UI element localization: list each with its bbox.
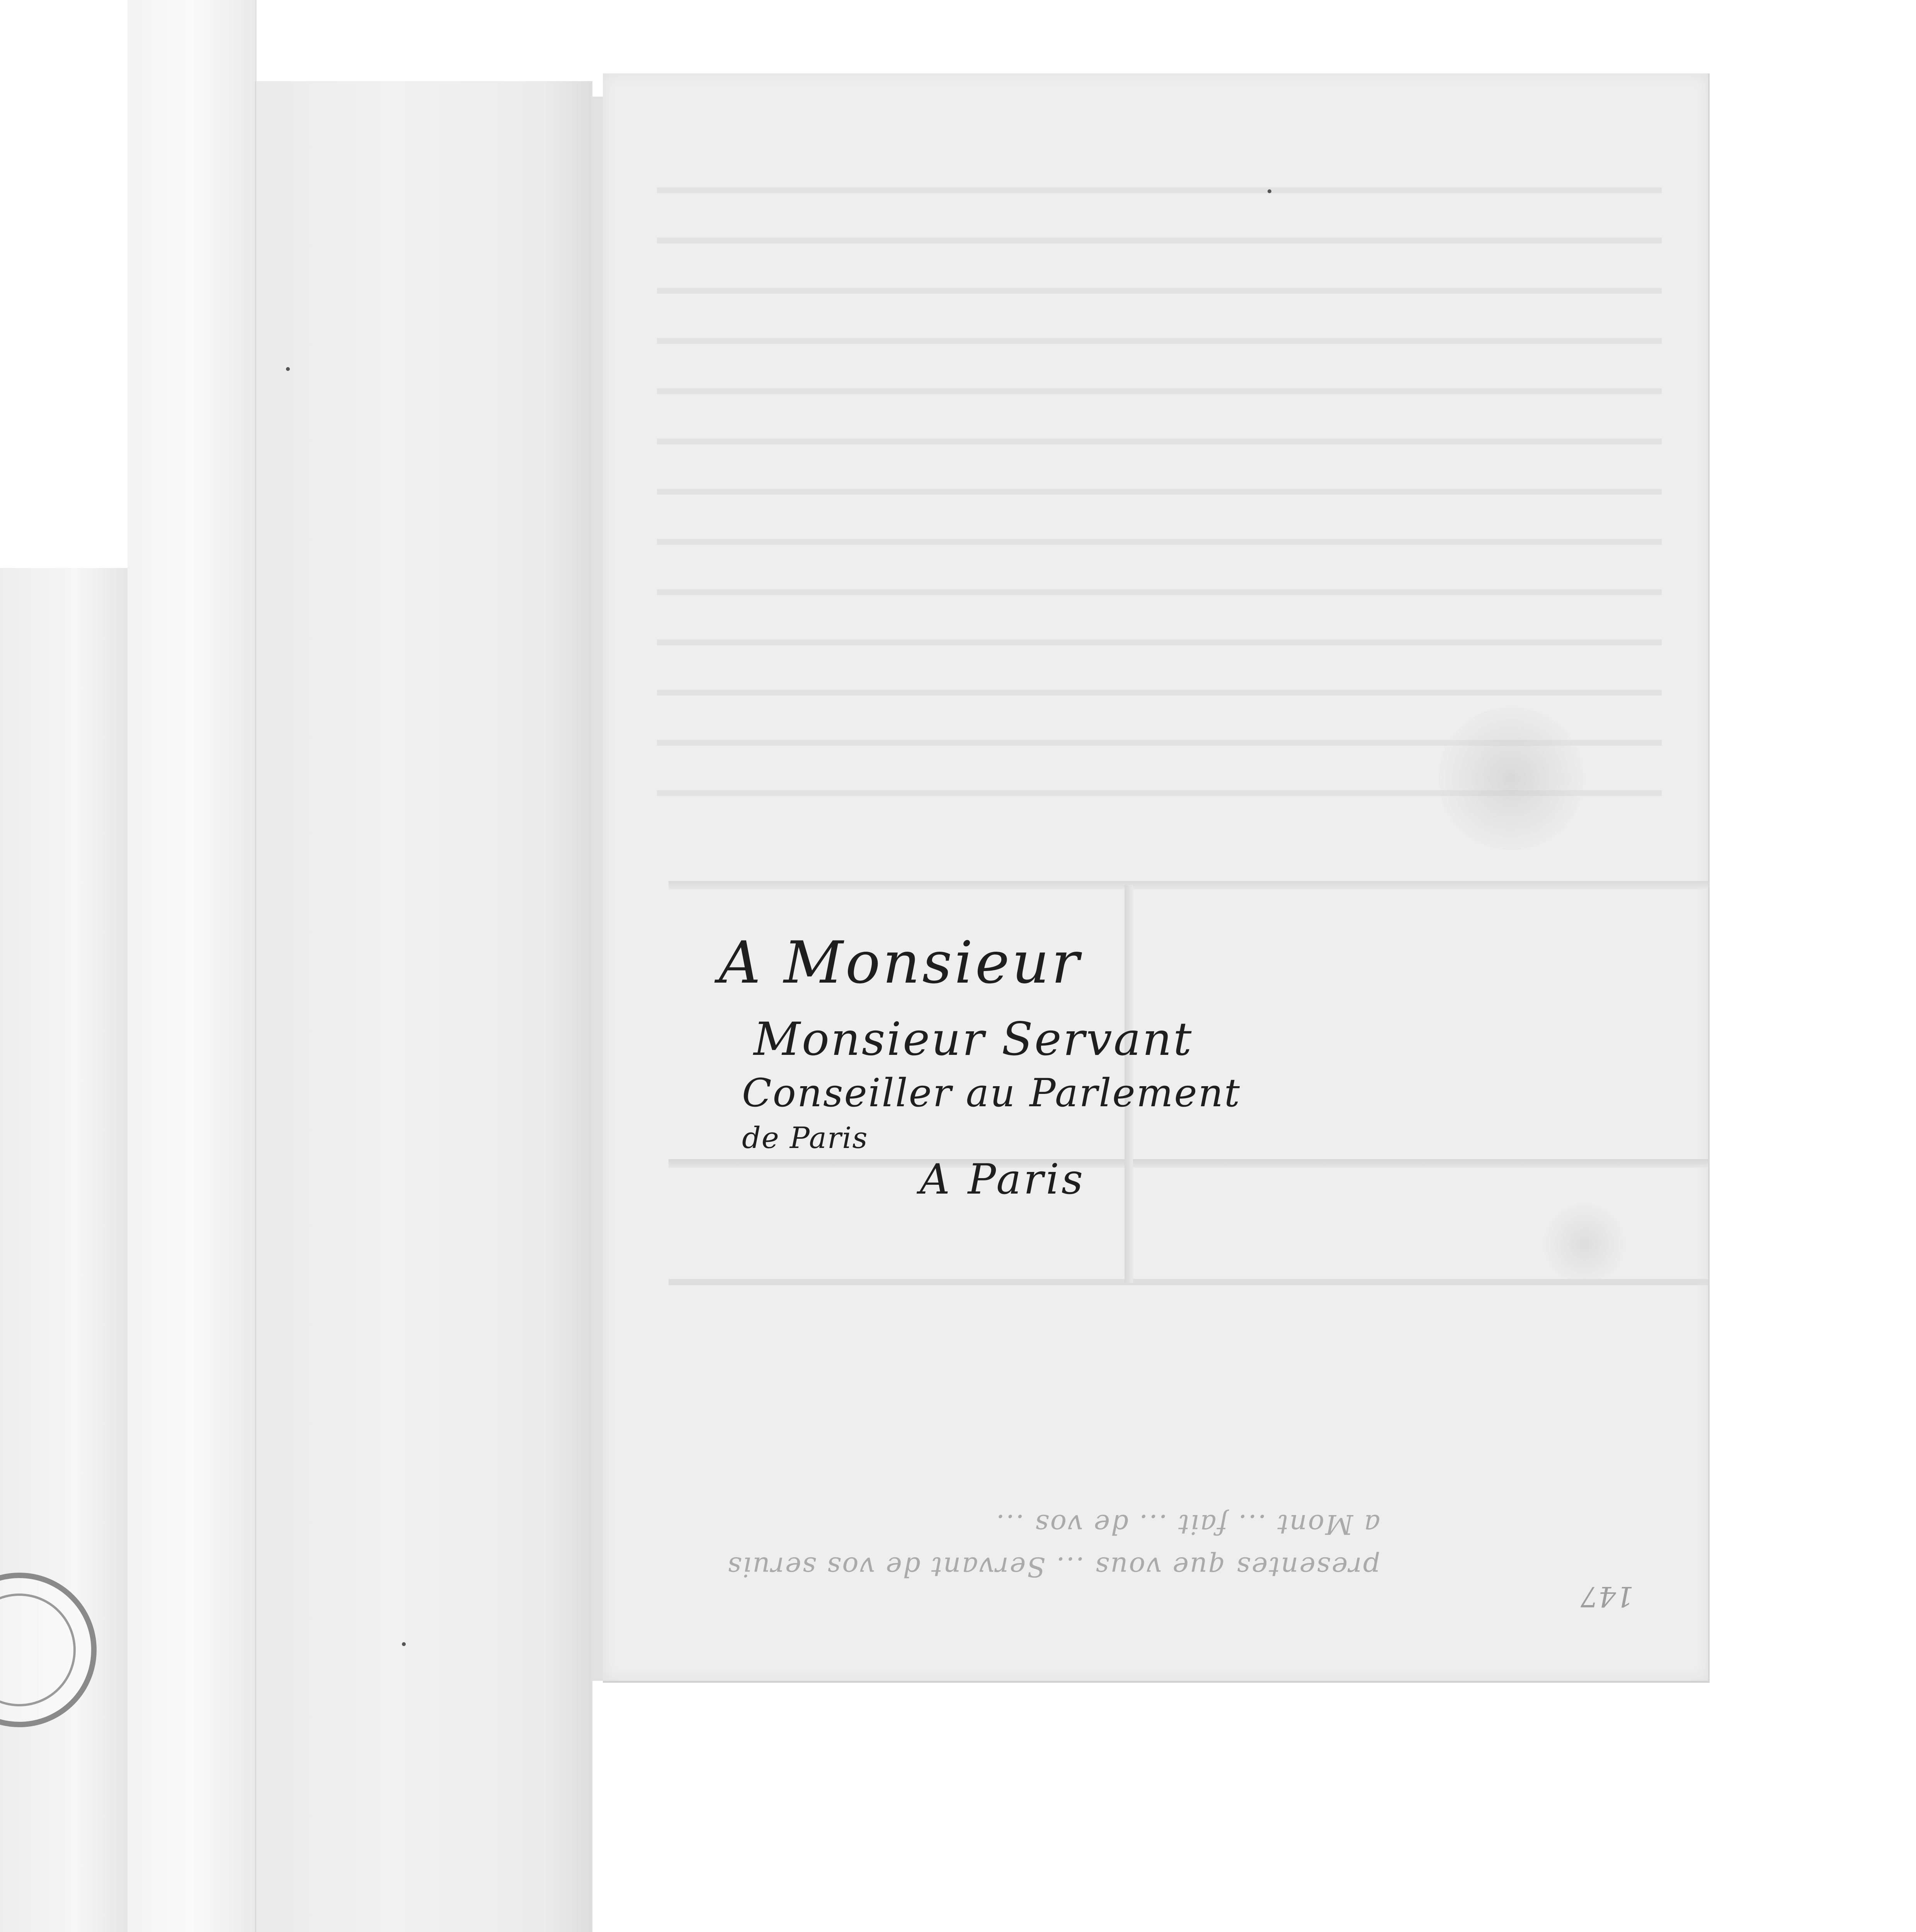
address-city: de Paris (742, 1121, 868, 1155)
library-stamp-ring (0, 1594, 76, 1706)
endorsement-line-2: a Mont ... fait ... de vos ... (995, 1509, 1380, 1540)
endorsement-line-1: presentes que vous ... Servant de vos seruis (727, 1551, 1380, 1583)
speck (286, 367, 290, 371)
binding-strip-middle (128, 0, 257, 1932)
folio-number: 147 (1581, 1580, 1634, 1613)
library-stamp (0, 1573, 97, 1727)
fold-line-lower (669, 1159, 1708, 1168)
binding-strip-left (0, 568, 130, 1932)
seal-trace (1438, 707, 1584, 850)
letter-leaf (603, 73, 1710, 1683)
guard-strip (255, 81, 592, 1932)
endorsement-text (727, 1503, 1380, 1588)
address-destination: A Paris (920, 1155, 1086, 1204)
address-title: Conseiller au Parlement (742, 1070, 1241, 1116)
address-salutation: A Monsieur (719, 929, 1082, 997)
fold-line-bottom (669, 1279, 1708, 1285)
address-recipient: Monsieur Servant (754, 1012, 1193, 1066)
fold-line-upper (669, 881, 1708, 889)
seal-trace-lower (1542, 1202, 1627, 1287)
speck (402, 1642, 406, 1646)
speck (1268, 189, 1271, 193)
